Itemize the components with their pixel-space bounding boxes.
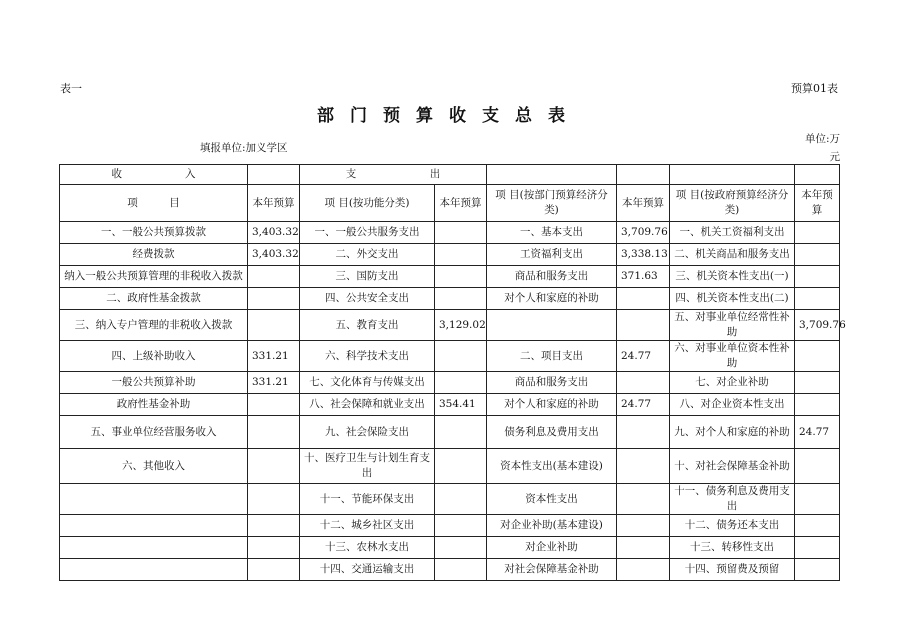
table-row [60,266,840,288]
income-item-cell [60,537,248,559]
func-budget-cell: 3,129.02 [435,310,487,341]
form-code: 预算01表 [791,82,838,95]
dept-item-cell: 二、项目支出 [487,341,617,372]
income-budget-cell [248,484,300,515]
func-budget-cell [435,559,487,581]
dept-item-cell: 工资福利支出 [487,244,617,266]
income-item-cell: 五、事业单位经营服务收入 [60,416,248,449]
income-item-cell: 一、一般公共预算拨款 [60,222,248,244]
income-budget-cell [248,559,300,581]
func-item-cell: 三、国防支出 [300,266,435,288]
func-item-cell: 十、医疗卫生与计划生育支出 [300,449,435,484]
gov-budget-cell [795,222,840,244]
table-row [60,394,840,416]
gov-budget-cell [795,394,840,416]
unit-line-2: 元 [829,151,840,163]
func-budget-cell [435,484,487,515]
dept-budget-cell: 24.77 [617,341,670,372]
dept-budget-cell [617,416,670,449]
dept-item-cell: 资本性支出 [487,484,617,515]
dept-item-cell: 对个人和家庭的补助 [487,288,617,310]
gov-budget-cell: 3,709.76 [795,310,840,341]
func-item-cell: 十三、农林水支出 [300,537,435,559]
expenditure-group-blank [795,165,840,185]
func-item-cell: 六、科学技术支出 [300,341,435,372]
table-row [60,559,840,581]
income-item-cell [60,559,248,581]
func-budget-cell [435,222,487,244]
func-budget-cell [435,416,487,449]
table-row [60,449,840,484]
func-item-cell: 八、社会保障和就业支出 [300,394,435,416]
func-budget-cell [435,515,487,537]
gov-budget-cell [795,244,840,266]
income-budget-cell [248,537,300,559]
col-header-func-item: 项 目(按功能分类) [300,185,435,222]
income-budget-cell [248,288,300,310]
gov-budget-cell [795,288,840,310]
unit-label [795,130,840,166]
income-budget-cell [248,310,300,341]
filler-label: 填报单位: [200,142,246,154]
income-group-blank [248,165,300,185]
func-budget-cell [435,537,487,559]
gov-item-cell: 七、对企业补助 [670,372,795,394]
income-budget-cell: 3,403.32 [248,222,300,244]
dept-budget-cell [617,310,670,341]
func-item-cell: 十四、交通运输支出 [300,559,435,581]
dept-budget-cell: 371.63 [617,266,670,288]
income-budget-cell [248,515,300,537]
income-budget-cell: 331.21 [248,341,300,372]
dept-item-cell: 对企业补助 [487,537,617,559]
table-row [60,341,840,372]
dept-item-cell: 资本性支出(基本建设) [487,449,617,484]
gov-budget-cell [795,266,840,288]
func-item-cell: 一、一般公共服务支出 [300,222,435,244]
expenditure-group-blank [617,165,670,185]
expenditure-group-header: 支 出 [300,165,487,185]
income-item-cell: 二、政府性基金拨款 [60,288,248,310]
gov-item-cell: 十三、转移性支出 [670,537,795,559]
table-row [60,515,840,537]
page-title: 部门预算收支总表 [317,106,581,126]
dept-item-cell: 对个人和家庭的补助 [487,394,617,416]
expenditure-group-blank [670,165,795,185]
gov-budget-cell [795,484,840,515]
gov-item-cell: 九、对个人和家庭的补助 [670,416,795,449]
dept-budget-cell: 3,338.13 [617,244,670,266]
func-item-cell: 九、社会保险支出 [300,416,435,449]
func-item-cell: 十二、城乡社区支出 [300,515,435,537]
filler-unit [200,140,288,155]
table-row [60,288,840,310]
func-budget-cell: 354.41 [435,394,487,416]
gov-item-cell: 十四、预留费及预留 [670,559,795,581]
func-item-cell: 七、文化体育与传媒支出 [300,372,435,394]
dept-item-cell: 债务利息及费用支出 [487,416,617,449]
func-item-cell: 五、教育支出 [300,310,435,341]
dept-budget-cell [617,484,670,515]
income-budget-cell [248,449,300,484]
col-header-income-budget: 本年预算 [248,185,300,222]
func-item-cell: 十一、节能环保支出 [300,484,435,515]
gov-item-cell: 八、对企业资本性支出 [670,394,795,416]
filler-value: 加义学区 [245,142,288,154]
gov-item-cell: 六、对事业单位资本性补助 [670,341,795,372]
group-header-row [60,165,840,185]
col-header-dept-econ-item: 项 目(按部门预算经济分类) [487,185,617,222]
income-item-cell: 三、纳入专户管理的非税收入拨款 [60,310,248,341]
gov-item-cell: 一、机关工资福利支出 [670,222,795,244]
income-item-cell: 四、上级补助收入 [60,341,248,372]
dept-budget-cell [617,288,670,310]
col-header-gov-econ-item: 项 目(按政府预算经济分类) [670,185,795,222]
func-budget-cell [435,244,487,266]
col-header-func-budget: 本年预算 [435,185,487,222]
income-budget-cell [248,266,300,288]
table-label: 表一 [60,82,82,95]
gov-budget-cell [795,559,840,581]
func-item-cell: 二、外交支出 [300,244,435,266]
dept-budget-cell [617,559,670,581]
gov-item-cell: 五、对事业单位经常性补助 [670,310,795,341]
dept-budget-cell: 3,709.76 [617,222,670,244]
gov-budget-cell: 24.77 [795,416,840,449]
income-item-cell: 六、其他收入 [60,449,248,484]
expenditure-group-blank [487,165,617,185]
func-item-cell: 四、公共安全支出 [300,288,435,310]
dept-item-cell: 一、基本支出 [487,222,617,244]
table-row [60,372,840,394]
dept-item-cell [487,310,617,341]
income-item-cell: 纳入一般公共预算管理的非税收入拨款 [60,266,248,288]
func-budget-cell [435,266,487,288]
table-row [60,537,840,559]
gov-item-cell: 二、机关商品和服务支出 [670,244,795,266]
dept-budget-cell [617,515,670,537]
table-row [60,484,840,515]
func-budget-cell [435,288,487,310]
budget-summary-table [59,164,846,581]
gov-item-cell: 十一、债务利息及费用支出 [670,484,795,515]
gov-budget-cell [795,372,840,394]
dept-item-cell: 对企业补助(基本建设) [487,515,617,537]
income-budget-cell: 331.21 [248,372,300,394]
dept-budget-cell [617,537,670,559]
income-item-cell: 政府性基金补助 [60,394,248,416]
col-header-income-item: 项 目 [60,185,248,222]
income-group-header: 收 入 [60,165,248,185]
col-header-dept-econ-budget: 本年预算 [617,185,670,222]
income-item-cell: 一般公共预算补助 [60,372,248,394]
unit-line-1: 单位:万 [804,133,840,145]
func-budget-cell [435,341,487,372]
dept-item-cell: 对社会保障基金补助 [487,559,617,581]
gov-budget-cell [795,341,840,372]
income-item-cell: 经费拨款 [60,244,248,266]
gov-budget-cell [795,449,840,484]
col-header-gov-econ-budget: 本年预算 [795,185,840,222]
gov-budget-cell [795,515,840,537]
dept-budget-cell [617,449,670,484]
table-row [60,310,840,341]
column-header-row [60,185,840,222]
income-budget-cell [248,394,300,416]
func-budget-cell [435,372,487,394]
gov-item-cell: 十、对社会保障基金补助 [670,449,795,484]
income-budget-cell [248,416,300,449]
table-row [60,416,840,449]
dept-item-cell: 商品和服务支出 [487,266,617,288]
dept-budget-cell [617,372,670,394]
table-row [60,244,840,266]
gov-item-cell: 四、机关资本性支出(二) [670,288,795,310]
gov-budget-cell [795,537,840,559]
table-row [60,222,840,244]
income-item-cell [60,484,248,515]
dept-item-cell: 商品和服务支出 [487,372,617,394]
income-budget-cell: 3,403.32 [248,244,300,266]
gov-item-cell: 十二、债务还本支出 [670,515,795,537]
income-item-cell [60,515,248,537]
dept-budget-cell: 24.77 [617,394,670,416]
gov-item-cell: 三、机关资本性支出(一) [670,266,795,288]
func-budget-cell [435,449,487,484]
